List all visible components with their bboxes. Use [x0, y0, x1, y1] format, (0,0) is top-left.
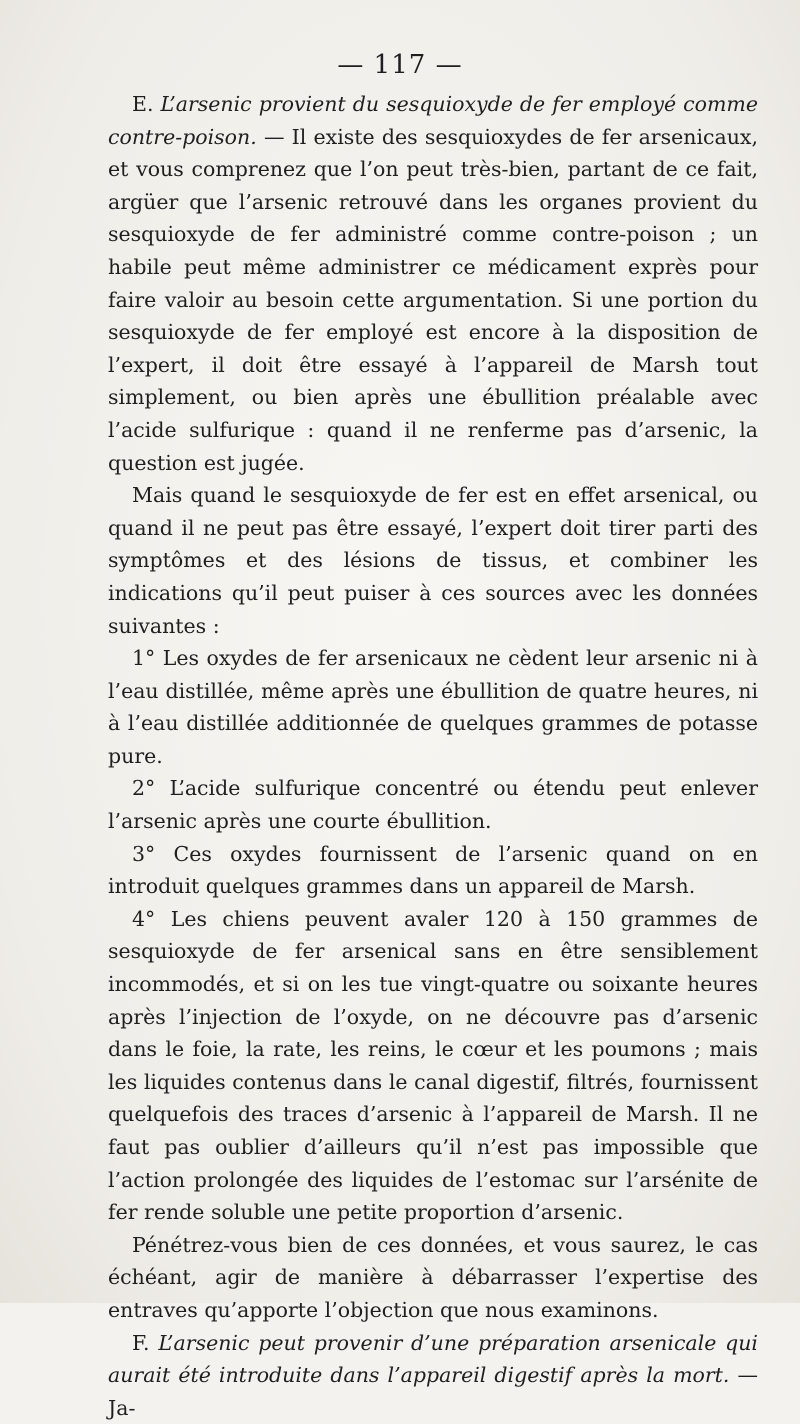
section-f-title: L’arsenic peut provenir d’une préparation arsenicale qui aurait été introduite dans l’appareil digestif après la mort.: [108, 1330, 758, 1388]
section-e-body: — Il existe des sesquioxydes de fer arsenicaux, et vous comprenez que l’on peut très-bien, partant de ce fait, argüer que l’arsenic retrouvé dans les organes provient du sesquioxyde de fer administré comme contre-poison ; un habile peut même administrer ce médicament exprès pour faire valoir au besoin cette argumentation. Si une portion du sesquioxyde de fer employé est encore à la disposition de l’expert, il doit être essayé à l’appareil de Marsh tout simplement, ou bien après une ébullition préalable avec l’acide sulfurique : quand il ne renferme pas d’arsenic, la question est jugée.: [108, 124, 758, 475]
list-item-4: 4° Les chiens peuvent avaler 120 à 150 grammes de sesquioxyde de fer arsenical sans en être sensiblement incommodés, et si on les tue vingt-quatre ou soixante heures après l’injection de l’oxyde, on ne découvre pas d’arsenic dans le foie, la rate, les reins, le cœur et les poumons ; mais les liquides contenus dans le canal digestif, filtrés, fournissent quelquefois des traces d’arsenic à l’appareil de Marsh. Il ne faut pas oublier d’ailleurs qu’il n’est pas impossible que l’action prolongée des liquides de l’estomac sur l’arsénite de fer rende soluble une petite proportion d’arsenic.: [108, 906, 758, 1225]
section-e-title: L’arsenic provient du sesquioxyde de fer employé comme contre-poison.: [108, 92, 758, 149]
paragraph-penetrez: Pénétrez-vous bien de ces données, et vous saurez, le cas échéant, agir de manière à débarrasser l’expertise des entraves qu’apporte l’objection que nous examinons.: [108, 1232, 758, 1322]
page-text: [108, 88, 758, 1424]
page-number: — 117 —: [337, 50, 463, 80]
paragraph-mais: Mais quand le sesquioxyde de fer est en effet arsenical, ou quand il ne peut pas être essayé, l’expert doit tirer parti des symptômes et des lésions de tissus, et combiner les indications qu’il peut puiser à ces sources avec les données suivantes :: [108, 483, 758, 638]
list-item-3: 3° Ces oxydes fournissent de l’arsenic quand on en introduit quelques grammes dans un appareil de Marsh.: [108, 841, 758, 899]
list-item-1: 1° Les oxydes de fer arsenicaux ne cèdent leur arsenic ni à l’eau distillée, même après une ébullition de quatre heures, ni à l’eau distillée additionnée de quelques grammes de potasse pure.: [108, 646, 758, 768]
section-f-paragraph: [108, 1327, 758, 1424]
list-item-2: 2° L’acide sulfurique concentré ou étendu peut enlever l’arsenic après une courte ébullition.: [108, 776, 758, 834]
section-e-letter: E.: [132, 92, 154, 116]
section-e-paragraph: [108, 88, 758, 479]
section-f-letter: F.: [132, 1330, 150, 1355]
section-f-body: — Ja-: [108, 1363, 758, 1420]
